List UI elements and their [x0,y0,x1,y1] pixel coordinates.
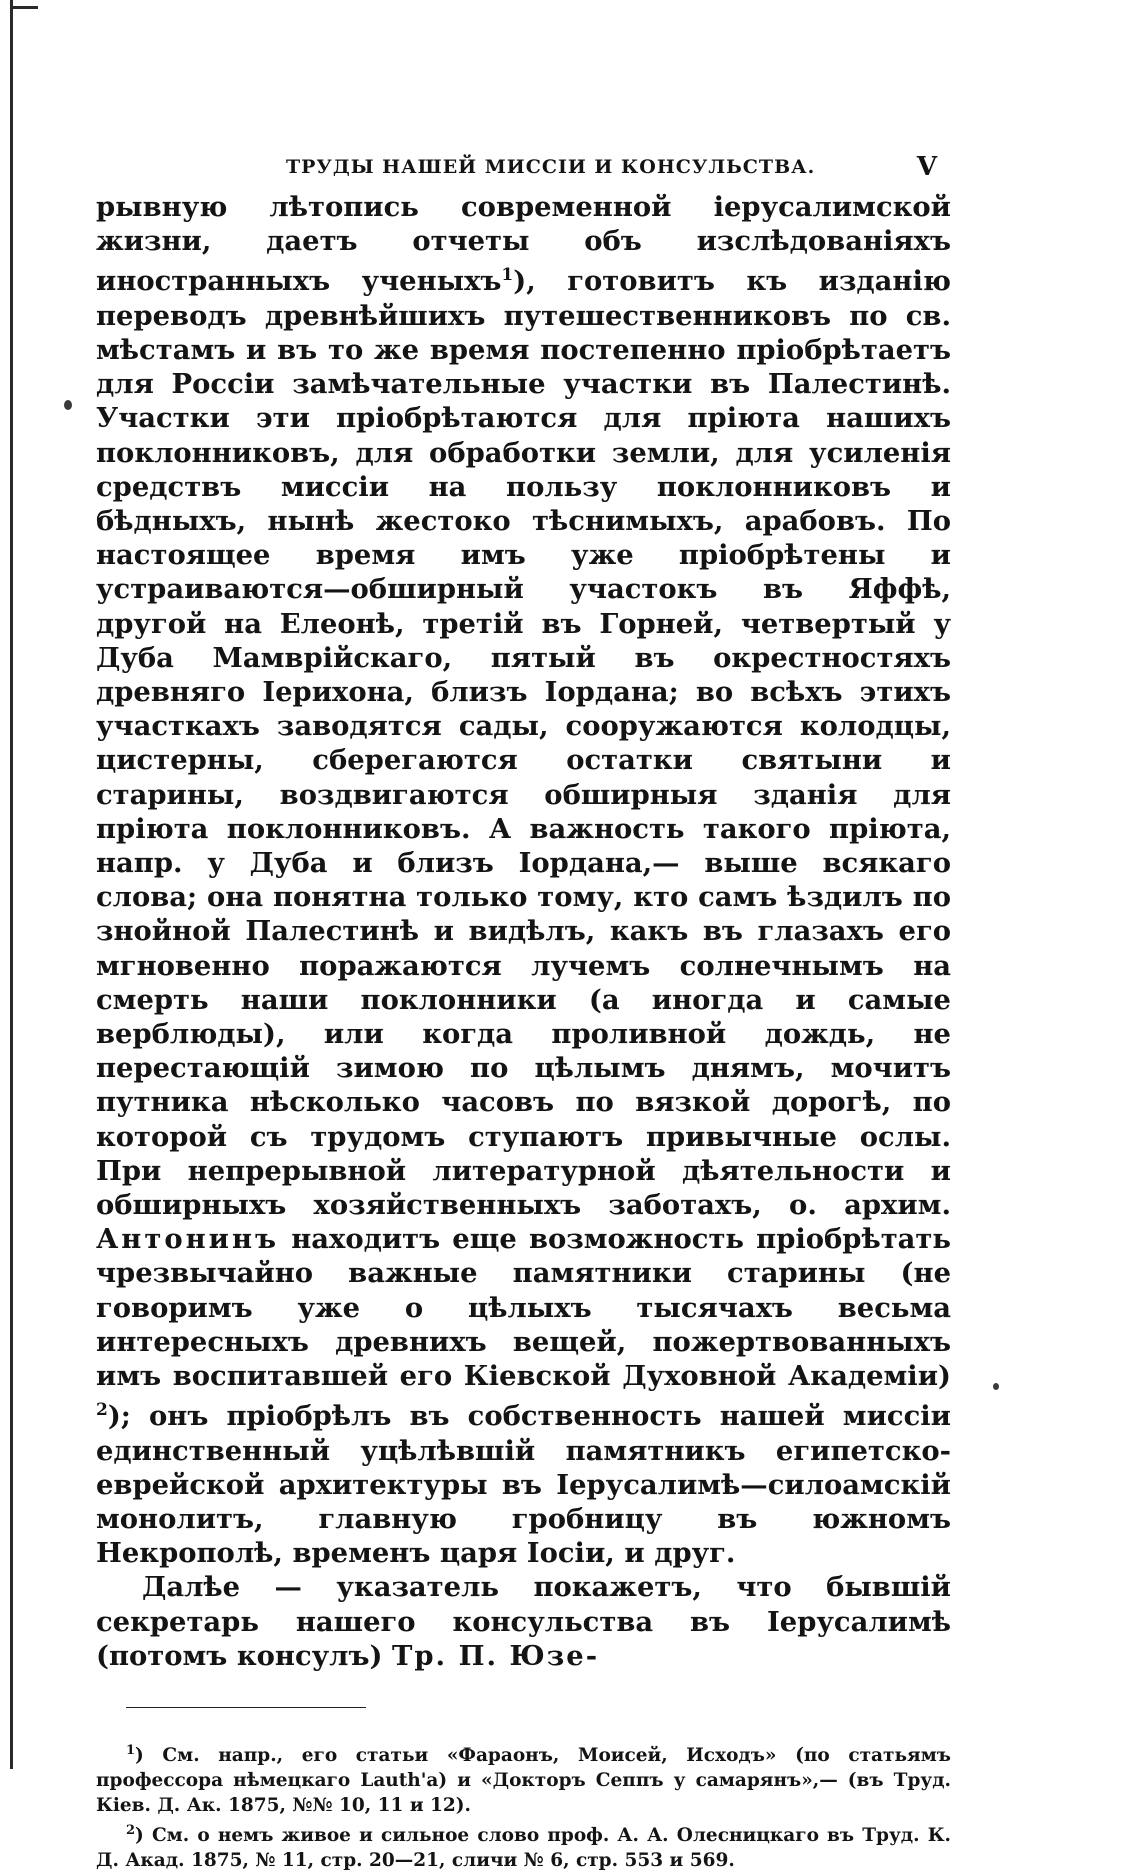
person-name-yuzefovich: Тр. П. Юзе- [392,1639,600,1672]
footnote-ref-2: 2 [96,1400,108,1421]
footnote-2 [96,1818,951,1873]
paragraph-text: ), готовитъ къ изданію переводъ древнѣйшихъ путешественниковъ по св. мѣстамъ и въ то же время постепенно пріобрѣтаетъ для Россіи замѣчательные участки въ Палестинѣ. Участки эти пріобрѣтаются для пріюта нашихъ поклонниковъ, для обработки земли, для усиленія средствъ миссіи на пользу поклонниковъ и бѣдныхъ, нынѣ жестоко тѣснимыхъ, арабовъ. По настоящее время имъ уже пріобрѣтены и устраиваются—обширный участокъ въ Яффѣ, другой на Елеонѣ, третій въ Горней, четвертый у Дуба Мамврійскаго, пятый въ окрестностяхъ древняго Іерихона, близъ Іордана; во всѣхъ этихъ участкахъ заводятся сады, сооружаются колодцы, цистерны, сберегаются остатки святыни и старины, воздвигаются обширныя зданія для пріюта поклонниковъ. А важность такого пріюта, напр. у Дуба и близъ Іордана,— выше всякаго слова; она понятна только тому, кто самъ ѣздилъ по знойной Палестинѣ и видѣлъ, какъ въ глазахъ его мгновенно поражаются лучемъ солнечнымъ на смерть наши поклонники (а иногда и самые верблюды), или когда проливной дождь, не перестающій зимою по цѣлымъ днямъ, мочитъ путника нѣсколько часовъ по вязкой дорогѣ, по которой съ трудомъ ступаютъ привычные ослы. При непрерывной литературной дѣятельности и обширныхъ хозяйственныхъ заботахъ, о. архим. [96,265,951,1222]
running-head [96,146,951,190]
page-top-corner-mark [10,6,38,9]
footnote-marker: 1 [126,1742,136,1758]
paragraph-text: находитъ еще возможность пріобрѣтать чрезвычайно важные памятники старины (не говоримъ уже о цѣлыхъ тысячахъ весьма интересныхъ древнихъ вещей, пожертвованныхъ имъ воспитавшей его Кіевской Духовной Академіи) [96,1223,951,1393]
body-paragraph-1 [96,190,951,1570]
margin-speck [993,1383,999,1390]
body-paragraph-2 [96,1570,951,1673]
footnote-1 [96,1738,951,1818]
footnote-ref-1: 1 [501,265,514,286]
footnote-marker: 2 [126,1823,136,1839]
footnotes [96,1738,951,1873]
running-title: ТРУДЫ НАШЕЙ МИССІИ И КОНСУЛЬСТВА. [286,156,816,178]
footnote-text: ) См. напр., его статьи «Фараонъ, Моисей, Исходъ» (по статьямъ профессора нѣмецкаго Lauth'а) и «Докторъ Сеппъ у самарянъ»,— (въ Труд. Кіев. Д. Ак. 1875, №№ 10, 11 и 12). [96,1745,951,1817]
page-number: V [916,152,937,182]
footnote-separator [126,1707,366,1708]
page-content [96,146,951,1873]
paragraph-text: Далѣе — указатель покажетъ, что бывшій секретарь нашего консульства въ Іерусалимѣ (потомъ консулъ) [96,1571,951,1672]
footnote-text: ) См. о немъ живое и сильное слово проф. А. А. Олесницкаго въ Труд. К. Д. Акад. 1875, № 11, стр. 20—21, сличи № 6, стр. 553 и 569. [96,1825,951,1872]
person-name-antonin: Антонинъ [96,1223,280,1256]
page-left-edge-rule [10,0,13,1769]
paragraph-text: рывную лѣтопись современной іерусалимской жизни, даетъ отчеты объ изслѣдованіяхъ иностранныхъ ученыхъ [96,191,951,298]
paragraph-text: ); онъ пріобрѣлъ въ собственность нашей миссіи единственный уцѣлѣвшій памятникъ египетско-еврейской архитектуры въ Іерусалимѣ—силоамскій монолитъ, главную гробницу въ южномъ Некрополѣ, временъ царя Іосіи, и друг. [96,1400,951,1570]
margin-speck [64,400,72,410]
